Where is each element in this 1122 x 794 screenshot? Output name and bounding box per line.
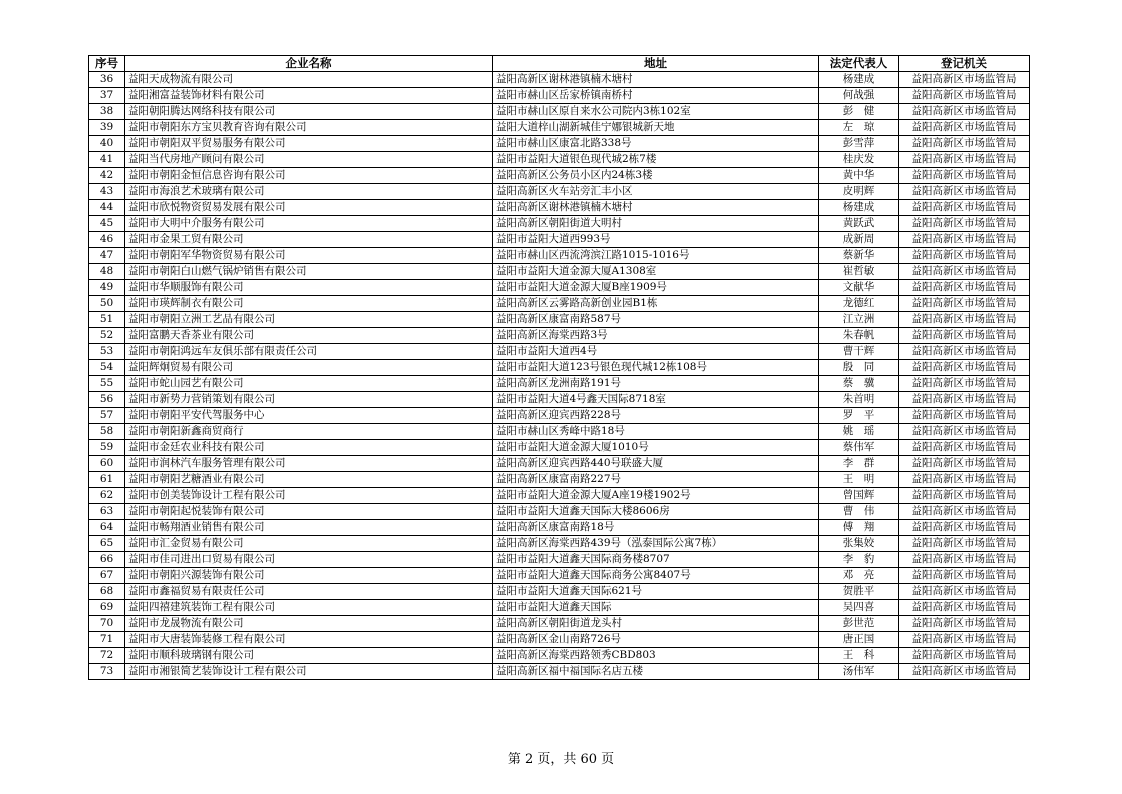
cell-address: 益阳市益阳大道鑫天国际商务楼8707 [493, 552, 819, 568]
table-body [89, 72, 1030, 680]
cell-serial: 38 [89, 104, 125, 120]
table-row [89, 264, 1030, 280]
cell-serial: 61 [89, 472, 125, 488]
cell-authority: 益阳高新区市场监管局 [899, 312, 1030, 328]
cell-company-name: 益阳市朝阳金恒信息咨询有限公司 [125, 168, 493, 184]
cell-legal-rep: 王 明 [819, 472, 899, 488]
table-row [89, 440, 1030, 456]
cell-company-name: 益阳市朝阳平安代驾服务中心 [125, 408, 493, 424]
cell-legal-rep: 黄中华 [819, 168, 899, 184]
cell-serial: 70 [89, 616, 125, 632]
cell-address: 益阳市益阳大道金源大厦A座19楼1902号 [493, 488, 819, 504]
cell-serial: 69 [89, 600, 125, 616]
cell-address: 益阳市益阳大道金源大厦1010号 [493, 440, 819, 456]
cell-address: 益阳高新区龙洲南路191号 [493, 376, 819, 392]
cell-authority: 益阳高新区市场监管局 [899, 408, 1030, 424]
cell-address: 益阳市益阳大道金源大厦A1308室 [493, 264, 819, 280]
cell-authority: 益阳高新区市场监管局 [899, 616, 1030, 632]
cell-address: 益阳高新区云雾路高新创业园B1栋 [493, 296, 819, 312]
cell-authority: 益阳高新区市场监管局 [899, 360, 1030, 376]
cell-company-name: 益阳市蛇山园艺有限公司 [125, 376, 493, 392]
cell-address: 益阳高新区康富南路587号 [493, 312, 819, 328]
cell-legal-rep: 文献华 [819, 280, 899, 296]
table-row [89, 376, 1030, 392]
cell-address: 益阳市益阳大道123号银色现代城12栋108号 [493, 360, 819, 376]
cell-serial: 50 [89, 296, 125, 312]
table-row [89, 104, 1030, 120]
cell-company-name: 益阳市润林汽车服务管理有限公司 [125, 456, 493, 472]
cell-legal-rep: 邓 亮 [819, 568, 899, 584]
table-row [89, 232, 1030, 248]
cell-company-name: 益阳市朝阳新鑫商贸商行 [125, 424, 493, 440]
table-row [89, 488, 1030, 504]
cell-serial: 51 [89, 312, 125, 328]
cell-address: 益阳高新区康富南路227号 [493, 472, 819, 488]
cell-company-name: 益阳市朝阳兴源装饰有限公司 [125, 568, 493, 584]
cell-serial: 37 [89, 88, 125, 104]
cell-legal-rep: 贺胜平 [819, 584, 899, 600]
cell-authority: 益阳高新区市场监管局 [899, 264, 1030, 280]
cell-company-name: 益阳市朝阳艺糖酒业有限公司 [125, 472, 493, 488]
cell-address: 益阳高新区朝阳街道龙头村 [493, 616, 819, 632]
cell-serial: 44 [89, 200, 125, 216]
table-row [89, 568, 1030, 584]
cell-company-name: 益阳市朝阳起悦装饰有限公司 [125, 504, 493, 520]
table-row [89, 632, 1030, 648]
cell-address: 益阳高新区公务员小区内24栋3楼 [493, 168, 819, 184]
cell-authority: 益阳高新区市场监管局 [899, 664, 1030, 680]
cell-company-name: 益阳市朝阳双平贸易服务有限公司 [125, 136, 493, 152]
cell-serial: 59 [89, 440, 125, 456]
cell-authority: 益阳高新区市场监管局 [899, 136, 1030, 152]
table-row [89, 216, 1030, 232]
cell-serial: 54 [89, 360, 125, 376]
cell-address: 益阳高新区火车站旁汇丰小区 [493, 184, 819, 200]
cell-legal-rep: 桂庆发 [819, 152, 899, 168]
cell-legal-rep: 杨建成 [819, 72, 899, 88]
cell-address: 益阳市赫山区秀峰中路18号 [493, 424, 819, 440]
table-row [89, 456, 1030, 472]
cell-legal-rep: 曹干辉 [819, 344, 899, 360]
cell-legal-rep: 江立洲 [819, 312, 899, 328]
cell-company-name: 益阳市朝阳鸿远车友俱乐部有限责任公司 [125, 344, 493, 360]
cell-serial: 67 [89, 568, 125, 584]
cell-company-name: 益阳辉炯贸易有限公司 [125, 360, 493, 376]
table-row [89, 616, 1030, 632]
cell-address: 益阳高新区福中福国际名店五楼 [493, 664, 819, 680]
cell-company-name: 益阳朝阳腾达网络科技有限公司 [125, 104, 493, 120]
table-row [89, 472, 1030, 488]
cell-authority: 益阳高新区市场监管局 [899, 488, 1030, 504]
cell-company-name: 益阳市海浪艺术玻璃有限公司 [125, 184, 493, 200]
cell-serial: 46 [89, 232, 125, 248]
cell-address: 益阳市益阳大道鑫天国际 [493, 600, 819, 616]
table-row [89, 328, 1030, 344]
cell-address: 益阳市益阳大道鑫天国际商务公寓8407号 [493, 568, 819, 584]
cell-serial: 65 [89, 536, 125, 552]
cell-authority: 益阳高新区市场监管局 [899, 328, 1030, 344]
header-serial: 序号 [89, 56, 125, 72]
table-row [89, 184, 1030, 200]
cell-address: 益阳大道梓山湖新城佳宁娜银城新天地 [493, 120, 819, 136]
table-row [89, 584, 1030, 600]
cell-company-name: 益阳市畅翔酒业销售有限公司 [125, 520, 493, 536]
cell-serial: 60 [89, 456, 125, 472]
table-row [89, 120, 1030, 136]
cell-legal-rep: 何战强 [819, 88, 899, 104]
cell-legal-rep: 吴四喜 [819, 600, 899, 616]
cell-serial: 66 [89, 552, 125, 568]
header-legal-rep: 法定代表人 [819, 56, 899, 72]
cell-address: 益阳市益阳大道金源大厦B座1909号 [493, 280, 819, 296]
cell-legal-rep: 王 科 [819, 648, 899, 664]
cell-authority: 益阳高新区市场监管局 [899, 472, 1030, 488]
cell-legal-rep: 汤伟军 [819, 664, 899, 680]
cell-serial: 68 [89, 584, 125, 600]
cell-legal-rep: 朱首明 [819, 392, 899, 408]
table-row [89, 552, 1030, 568]
cell-company-name: 益阳市大明中介服务有限公司 [125, 216, 493, 232]
cell-address: 益阳高新区金山南路726号 [493, 632, 819, 648]
cell-legal-rep: 姚 瑶 [819, 424, 899, 440]
cell-company-name: 益阳市汇金贸易有限公司 [125, 536, 493, 552]
cell-company-name: 益阳市朝阳军华物资贸易有限公司 [125, 248, 493, 264]
cell-address: 益阳高新区海棠西路领秀CBD803 [493, 648, 819, 664]
cell-serial: 48 [89, 264, 125, 280]
cell-legal-rep: 朱春帆 [819, 328, 899, 344]
table-row [89, 360, 1030, 376]
cell-authority: 益阳高新区市场监管局 [899, 232, 1030, 248]
cell-company-name: 益阳市创美装饰设计工程有限公司 [125, 488, 493, 504]
table-row [89, 664, 1030, 680]
cell-legal-rep: 左 琼 [819, 120, 899, 136]
cell-authority: 益阳高新区市场监管局 [899, 520, 1030, 536]
cell-address: 益阳高新区海棠西路439号（泓泰国际公寓7栋） [493, 536, 819, 552]
cell-legal-rep: 蔡 骥 [819, 376, 899, 392]
cell-authority: 益阳高新区市场监管局 [899, 72, 1030, 88]
cell-company-name: 益阳市佳司进出口贸易有限公司 [125, 552, 493, 568]
cell-serial: 41 [89, 152, 125, 168]
cell-authority: 益阳高新区市场监管局 [899, 648, 1030, 664]
table-header-row [89, 56, 1030, 72]
cell-authority: 益阳高新区市场监管局 [899, 600, 1030, 616]
header-address: 地址 [493, 56, 819, 72]
cell-serial: 40 [89, 136, 125, 152]
cell-address: 益阳高新区谢林港镇楠木塘村 [493, 200, 819, 216]
cell-address: 益阳高新区康富南路18号 [493, 520, 819, 536]
table-row [89, 504, 1030, 520]
cell-serial: 36 [89, 72, 125, 88]
cell-legal-rep: 罗 平 [819, 408, 899, 424]
cell-serial: 58 [89, 424, 125, 440]
table-row [89, 72, 1030, 88]
company-table [88, 55, 1030, 680]
cell-serial: 52 [89, 328, 125, 344]
cell-address: 益阳市益阳大道西4号 [493, 344, 819, 360]
cell-authority: 益阳高新区市场监管局 [899, 88, 1030, 104]
cell-address: 益阳高新区海棠西路3号 [493, 328, 819, 344]
cell-authority: 益阳高新区市场监管局 [899, 184, 1030, 200]
cell-company-name: 益阳市鑫福贸易有限责任公司 [125, 584, 493, 600]
cell-serial: 49 [89, 280, 125, 296]
page-footer: 第 2 页，共 60 页 [507, 752, 615, 767]
cell-address: 益阳市赫山区岳家桥镇南桥村 [493, 88, 819, 104]
cell-authority: 益阳高新区市场监管局 [899, 152, 1030, 168]
table-row [89, 152, 1030, 168]
table-row [89, 424, 1030, 440]
cell-legal-rep: 曾国辉 [819, 488, 899, 504]
cell-legal-rep: 张集姣 [819, 536, 899, 552]
cell-legal-rep: 唐正国 [819, 632, 899, 648]
cell-serial: 55 [89, 376, 125, 392]
cell-legal-rep: 皮明辉 [819, 184, 899, 200]
table-row [89, 200, 1030, 216]
cell-authority: 益阳高新区市场监管局 [899, 584, 1030, 600]
cell-legal-rep: 蔡伟军 [819, 440, 899, 456]
cell-company-name: 益阳天成物流有限公司 [125, 72, 493, 88]
cell-authority: 益阳高新区市场监管局 [899, 344, 1030, 360]
table-row [89, 312, 1030, 328]
cell-authority: 益阳高新区市场监管局 [899, 376, 1030, 392]
cell-address: 益阳市益阳大道鑫天国际621号 [493, 584, 819, 600]
cell-authority: 益阳高新区市场监管局 [899, 568, 1030, 584]
cell-authority: 益阳高新区市场监管局 [899, 456, 1030, 472]
cell-company-name: 益阳市大唐装饰装修工程有限公司 [125, 632, 493, 648]
cell-address: 益阳市赫山区西流湾滨江路1015-1016号 [493, 248, 819, 264]
table-row [89, 280, 1030, 296]
cell-address: 益阳高新区朝阳街道大明村 [493, 216, 819, 232]
table-row [89, 296, 1030, 312]
cell-serial: 64 [89, 520, 125, 536]
cell-serial: 42 [89, 168, 125, 184]
cell-company-name: 益阳市龙晟物流有限公司 [125, 616, 493, 632]
cell-legal-rep: 彭世范 [819, 616, 899, 632]
cell-serial: 45 [89, 216, 125, 232]
cell-authority: 益阳高新区市场监管局 [899, 504, 1030, 520]
cell-authority: 益阳高新区市场监管局 [899, 424, 1030, 440]
cell-serial: 72 [89, 648, 125, 664]
cell-authority: 益阳高新区市场监管局 [899, 392, 1030, 408]
cell-authority: 益阳高新区市场监管局 [899, 296, 1030, 312]
cell-serial: 73 [89, 664, 125, 680]
table-row [89, 536, 1030, 552]
table-row [89, 600, 1030, 616]
cell-company-name: 益阳市金廷农业科技有限公司 [125, 440, 493, 456]
cell-legal-rep: 曹 伟 [819, 504, 899, 520]
cell-address: 益阳市赫山区康富北路338号 [493, 136, 819, 152]
cell-company-name: 益阳市金果工贸有限公司 [125, 232, 493, 248]
cell-company-name: 益阳市朝阳白山燃气锅炉销售有限公司 [125, 264, 493, 280]
cell-company-name: 益阳四禧建筑装饰工程有限公司 [125, 600, 493, 616]
cell-serial: 71 [89, 632, 125, 648]
cell-address: 益阳高新区迎宾西路440号联盛大厦 [493, 456, 819, 472]
cell-address: 益阳市赫山区原自来水公司院内3栋102室 [493, 104, 819, 120]
cell-company-name: 益阳市新势力营销策划有限公司 [125, 392, 493, 408]
cell-legal-rep: 彭 健 [819, 104, 899, 120]
cell-legal-rep: 龙德红 [819, 296, 899, 312]
cell-legal-rep: 成新周 [819, 232, 899, 248]
header-authority: 登记机关 [899, 56, 1030, 72]
cell-company-name: 益阳市朝阳立洲工艺品有限公司 [125, 312, 493, 328]
cell-legal-rep: 傅 翔 [819, 520, 899, 536]
cell-authority: 益阳高新区市场监管局 [899, 440, 1030, 456]
cell-serial: 56 [89, 392, 125, 408]
cell-company-name: 益阳市华顺服饰有限公司 [125, 280, 493, 296]
cell-company-name: 益阳市朝阳东方宝贝教育咨询有限公司 [125, 120, 493, 136]
cell-address: 益阳高新区谢林港镇楠木塘村 [493, 72, 819, 88]
header-company-name: 企业名称 [125, 56, 493, 72]
cell-legal-rep: 彭雪萍 [819, 136, 899, 152]
table-row [89, 408, 1030, 424]
cell-legal-rep: 殷 同 [819, 360, 899, 376]
cell-legal-rep: 蔡新华 [819, 248, 899, 264]
table-row [89, 88, 1030, 104]
table-row [89, 136, 1030, 152]
cell-address: 益阳市益阳大道西993号 [493, 232, 819, 248]
cell-legal-rep: 杨建成 [819, 200, 899, 216]
cell-legal-rep: 黄跃武 [819, 216, 899, 232]
cell-company-name: 益阳湘富益装饰材料有限公司 [125, 88, 493, 104]
cell-authority: 益阳高新区市场监管局 [899, 552, 1030, 568]
cell-authority: 益阳高新区市场监管局 [899, 248, 1030, 264]
table-row [89, 344, 1030, 360]
cell-serial: 53 [89, 344, 125, 360]
cell-serial: 57 [89, 408, 125, 424]
cell-authority: 益阳高新区市场监管局 [899, 120, 1030, 136]
cell-address: 益阳高新区迎宾西路228号 [493, 408, 819, 424]
cell-address: 益阳市益阳大道银色现代城2栋7楼 [493, 152, 819, 168]
table-row [89, 168, 1030, 184]
cell-authority: 益阳高新区市场监管局 [899, 200, 1030, 216]
cell-authority: 益阳高新区市场监管局 [899, 280, 1030, 296]
cell-serial: 47 [89, 248, 125, 264]
cell-authority: 益阳高新区市场监管局 [899, 104, 1030, 120]
cell-legal-rep: 李 豹 [819, 552, 899, 568]
cell-authority: 益阳高新区市场监管局 [899, 216, 1030, 232]
cell-serial: 39 [89, 120, 125, 136]
cell-serial: 43 [89, 184, 125, 200]
cell-authority: 益阳高新区市场监管局 [899, 536, 1030, 552]
cell-company-name: 益阳市湘银简艺装饰设计工程有限公司 [125, 664, 493, 680]
cell-address: 益阳市益阳大道4号鑫天国际8718室 [493, 392, 819, 408]
cell-company-name: 益阳市顺科玻璃钢有限公司 [125, 648, 493, 664]
cell-legal-rep: 崔哲敏 [819, 264, 899, 280]
cell-authority: 益阳高新区市场监管局 [899, 168, 1030, 184]
registry-sheet [88, 55, 1030, 680]
cell-serial: 63 [89, 504, 125, 520]
table-row [89, 392, 1030, 408]
cell-company-name: 益阳当代房地产顾问有限公司 [125, 152, 493, 168]
cell-legal-rep: 李 群 [819, 456, 899, 472]
table-row [89, 248, 1030, 264]
table-row [89, 520, 1030, 536]
cell-authority: 益阳高新区市场监管局 [899, 632, 1030, 648]
table-row [89, 648, 1030, 664]
cell-company-name: 益阳市瑛辉制衣有限公司 [125, 296, 493, 312]
cell-company-name: 益阳富鹏天香茶业有限公司 [125, 328, 493, 344]
cell-address: 益阳市益阳大道鑫天国际大楼8606房 [493, 504, 819, 520]
cell-serial: 62 [89, 488, 125, 504]
cell-company-name: 益阳市欣悦物资贸易发展有限公司 [125, 200, 493, 216]
